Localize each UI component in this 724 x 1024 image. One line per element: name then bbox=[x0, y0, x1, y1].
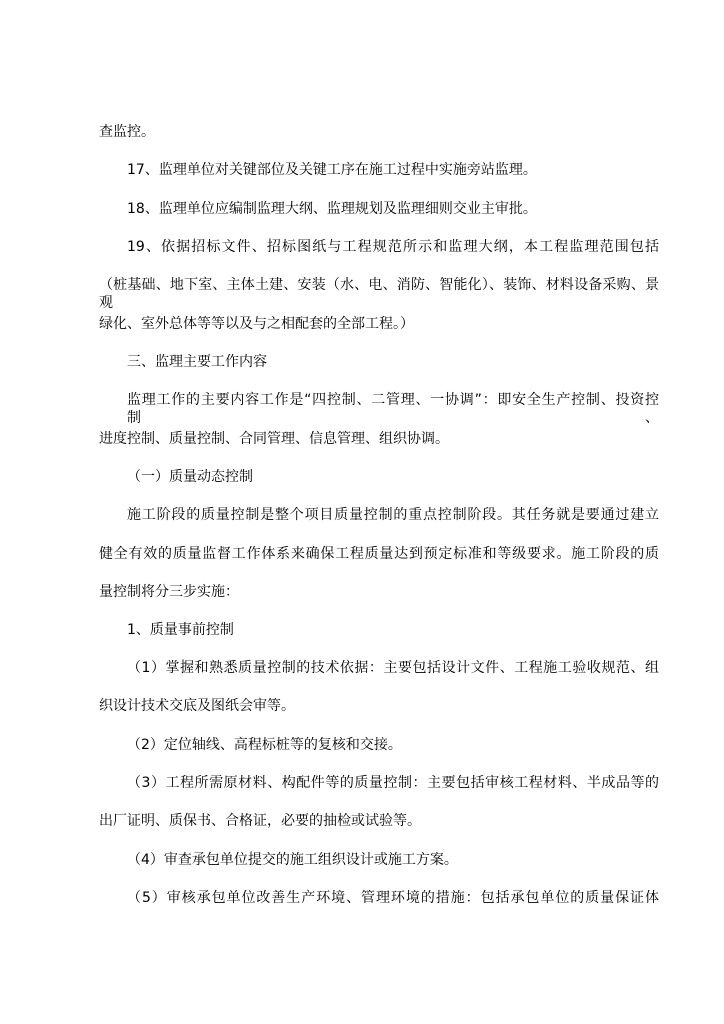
subsection-heading: （一）质量动态控制 bbox=[127, 469, 253, 485]
text-line: 量控制将分三步实施： bbox=[99, 584, 239, 600]
text-line: 绿化、室外总体等等以及与之相配套的全部工程。） bbox=[99, 316, 414, 332]
section-heading: 三、监理主要工作内容 bbox=[127, 354, 267, 370]
text-line: （3）工程所需原材料、构配件等的质量控制：主要包括审核工程材料、半成品等的 bbox=[127, 775, 659, 791]
text-line: 19、依据招标文件、招标图纸与工程规范所示和监理大纲，本工程监理范围包括 bbox=[127, 239, 659, 255]
text-line: （桩基础、地下室、主体土建、安装（水、电、消防、智能化）、装饰、材料设备采购、景观 bbox=[99, 277, 659, 311]
text-line: 出厂证明、质保书、合格证，必要的抽检或试验等。 bbox=[99, 813, 421, 829]
text-line: 施工阶段的质量控制是整个项目质量控制的重点控制阶段。其任务就是要通过建立 bbox=[127, 507, 659, 523]
text-line: 监理工作的主要内容工作是“四控制、二管理、一协调”：即安全生产控制、投资控制、 bbox=[127, 392, 659, 426]
text-line: 查监控。 bbox=[99, 124, 155, 140]
text-line: 18、监理单位应编制监理大纲、监理规划及监理细则交业主审批。 bbox=[127, 201, 537, 217]
item-heading: 1、质量事前控制 bbox=[127, 622, 234, 638]
text-line: 健全有效的质量监督工作体系来确保工程质量达到预定标准和等级要求。施工阶段的质 bbox=[99, 546, 659, 562]
text-line: 17、监理单位对关键部位及关键工序在施工过程中实施旁站监理。 bbox=[127, 162, 537, 178]
text-line: （5）审核承包单位改善生产环境、管理环境的措施：包括承包单位的质量保证体 bbox=[127, 890, 659, 906]
text-line: （4）审查承包单位提交的施工组织设计或施工方案。 bbox=[127, 852, 458, 868]
text-line: （2）定位轴线、高程标桩等的复核和交接。 bbox=[127, 737, 402, 753]
text-line: （1）掌握和熟悉质量控制的技术依据：主要包括设计文件、工程施工验收规范、组 bbox=[127, 660, 659, 676]
text-line: 织设计技术交底及图纸会审等。 bbox=[99, 698, 295, 714]
text-line: 进度控制、质量控制、合同管理、信息管理、组织协调。 bbox=[99, 431, 449, 447]
